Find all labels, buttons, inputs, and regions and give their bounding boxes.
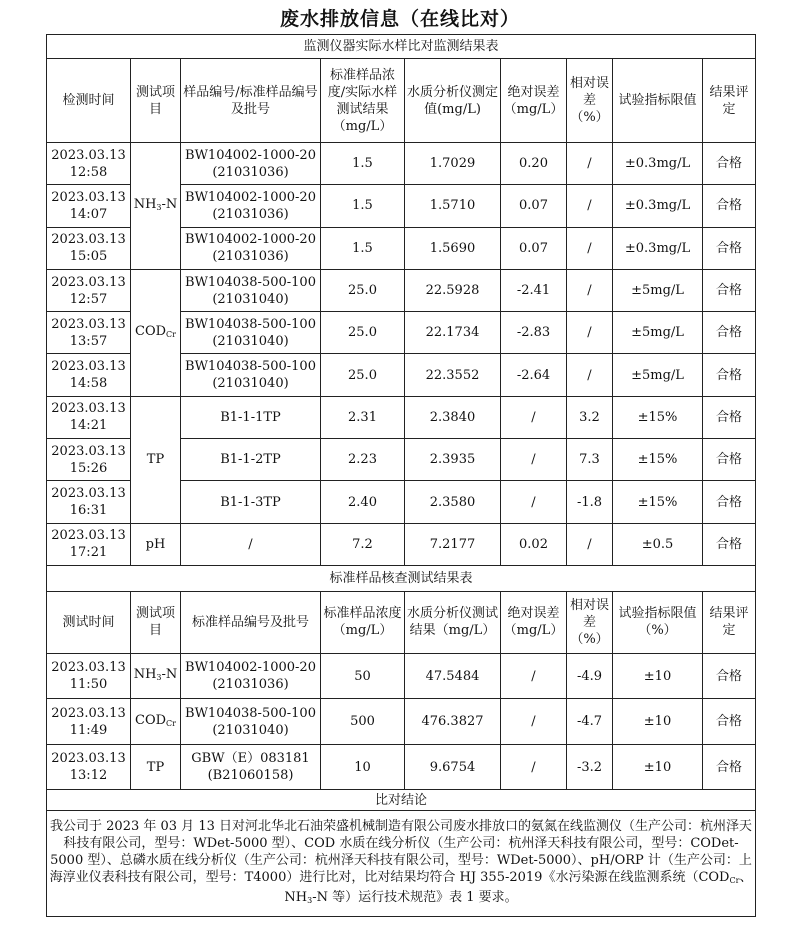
sample-no: B1-1-3TP	[220, 494, 281, 510]
clock-text: 12:58	[69, 164, 108, 180]
header-analyzer: 水质分析仪测定值(mg/L)	[405, 59, 501, 143]
date-text: 2023.03.13	[51, 705, 126, 721]
cell-abs-err: 0.02	[501, 523, 567, 565]
cell-result: 合格	[703, 312, 756, 354]
cell-item	[131, 143, 181, 270]
table-row	[47, 396, 756, 438]
date-text: 2023.03.13	[51, 660, 126, 676]
cell-item	[131, 699, 181, 745]
cell-rel-err: /	[567, 227, 613, 269]
cell-time	[47, 227, 131, 269]
cell-rel-err: -4.9	[567, 653, 613, 699]
batch-no: (21031036)	[212, 164, 289, 180]
cell-result: 合格	[703, 396, 756, 438]
cell-result: 合格	[703, 744, 756, 790]
cell-analyzer: 476.3827	[405, 699, 501, 745]
cell-std-conc: 2.23	[321, 439, 405, 481]
batch-no: (21031040)	[212, 291, 289, 307]
cell-abs-err: /	[501, 653, 567, 699]
conclusion-part-b: 、NH	[284, 870, 753, 906]
cell-result: 合格	[703, 523, 756, 565]
cell-limit: ±0.3mg/L	[613, 143, 703, 185]
cell-analyzer: 1.7029	[405, 143, 501, 185]
table-row	[47, 269, 756, 311]
header-limit: 试验指标限值（%）	[613, 591, 703, 653]
date-text: 2023.03.13	[51, 232, 126, 248]
cell-time	[47, 481, 131, 523]
conclusion-title: 比对结论	[47, 790, 756, 811]
cell-rel-err: /	[567, 312, 613, 354]
batch-no: (B21060158)	[207, 768, 294, 784]
date-text: 2023.03.13	[51, 189, 126, 205]
cell-time	[47, 439, 131, 481]
table-row	[47, 523, 756, 565]
cell-time	[47, 653, 131, 699]
cell-abs-err: 0.20	[501, 143, 567, 185]
cell-sample	[181, 269, 321, 311]
cell-std-conc: 2.40	[321, 481, 405, 523]
cell-sample	[181, 481, 321, 523]
cell-sample	[181, 354, 321, 396]
cell-item	[131, 396, 181, 523]
cell-std-conc: 2.31	[321, 396, 405, 438]
item-subscript: 3	[156, 202, 162, 212]
cell-limit: ±5mg/L	[613, 312, 703, 354]
cell-sample	[181, 439, 321, 481]
sample-no: BW104038-500-100	[185, 359, 316, 375]
item-subscript: Cr	[166, 718, 176, 728]
date-text: 2023.03.13	[51, 147, 126, 163]
cell-std-conc: 25.0	[321, 269, 405, 311]
cell-abs-err: -2.41	[501, 269, 567, 311]
cell-analyzer: 2.3935	[405, 439, 501, 481]
cell-limit: ±0.5	[613, 523, 703, 565]
batch-no: (21031036)	[212, 206, 289, 222]
cell-time	[47, 396, 131, 438]
cell-analyzer: 1.5690	[405, 227, 501, 269]
clock-text: 11:50	[69, 677, 108, 693]
cell-analyzer: 2.3580	[405, 481, 501, 523]
cell-std-conc: 1.5	[321, 143, 405, 185]
cell-item	[131, 744, 181, 790]
date-text: 2023.03.13	[51, 443, 126, 459]
batch-no: (21031040)	[212, 333, 289, 349]
header-sample-no: 标准样品编号及批号	[181, 591, 321, 653]
sample-no: BW104002-1000-20	[185, 147, 316, 163]
sample-no: GBW（E）083181	[191, 751, 310, 767]
cell-abs-err: /	[501, 439, 567, 481]
table-row	[47, 653, 756, 699]
header-abs-err: 绝对误差（mg/L）	[501, 59, 567, 143]
cell-limit: ±0.3mg/L	[613, 185, 703, 227]
cell-limit: ±15%	[613, 439, 703, 481]
cell-time	[47, 354, 131, 396]
cell-std-conc: 500	[321, 699, 405, 745]
date-text: 2023.03.13	[51, 316, 126, 332]
date-text: 2023.03.13	[51, 751, 126, 767]
header-time: 检测时间	[47, 59, 131, 143]
cell-item	[131, 523, 181, 565]
cell-std-conc: 10	[321, 744, 405, 790]
section2-header-row	[47, 591, 756, 653]
cell-result: 合格	[703, 481, 756, 523]
table-row	[47, 744, 756, 790]
cell-item	[131, 653, 181, 699]
cell-time	[47, 185, 131, 227]
batch-no: (21031040)	[212, 722, 289, 738]
cell-sample	[181, 744, 321, 790]
clock-text: 17:21	[69, 545, 108, 561]
cell-rel-err: /	[567, 185, 613, 227]
cell-std-conc: 50	[321, 653, 405, 699]
table-row	[47, 699, 756, 745]
cell-analyzer: 1.5710	[405, 185, 501, 227]
cell-abs-err: /	[501, 481, 567, 523]
cell-limit: ±15%	[613, 481, 703, 523]
sample-no: BW104002-1000-20	[185, 660, 316, 676]
cell-abs-err: /	[501, 699, 567, 745]
cell-result: 合格	[703, 185, 756, 227]
clock-text: 13:57	[69, 333, 108, 349]
cell-limit: ±5mg/L	[613, 269, 703, 311]
sample-no: BW104038-500-100	[185, 705, 316, 721]
section1-header-row	[47, 59, 756, 143]
page-title: 废水排放信息（在线比对）	[279, 8, 520, 30]
cell-analyzer: 22.3552	[405, 354, 501, 396]
date-text: 2023.03.13	[51, 528, 126, 544]
header-item: 测试项目	[131, 59, 181, 143]
sample-no: /	[248, 536, 253, 552]
header-std-conc: 标准样品浓度/实际水样测试结果（mg/L）	[321, 59, 405, 143]
header-item: 测试项目	[131, 591, 181, 653]
clock-text: 15:05	[69, 249, 108, 265]
cell-std-conc: 1.5	[321, 185, 405, 227]
conclusion-title-row	[47, 790, 756, 811]
cell-result: 合格	[703, 653, 756, 699]
sample-no: BW104002-1000-20	[185, 189, 316, 205]
cell-time	[47, 312, 131, 354]
section1-title-row	[47, 35, 756, 59]
cell-sample	[181, 653, 321, 699]
cell-limit: ±10	[613, 699, 703, 745]
cell-limit: ±15%	[613, 396, 703, 438]
cell-result: 合格	[703, 227, 756, 269]
cell-time	[47, 523, 131, 565]
cell-result: 合格	[703, 699, 756, 745]
cell-sample	[181, 523, 321, 565]
cell-std-conc: 25.0	[321, 354, 405, 396]
batch-no: (21031036)	[212, 677, 289, 693]
cell-rel-err: -1.8	[567, 481, 613, 523]
cell-abs-err: /	[501, 396, 567, 438]
date-text: 2023.03.13	[51, 401, 126, 417]
cell-time	[47, 143, 131, 185]
conclusion-part-c: -N 等）运行技术规范》表 1 要求。	[312, 890, 518, 906]
conclusion-text-row	[47, 811, 756, 917]
cell-abs-err: /	[501, 744, 567, 790]
conclusion-sub-cr: Cr	[729, 876, 740, 886]
cell-time	[47, 744, 131, 790]
cell-rel-err: /	[567, 354, 613, 396]
item-name: TP	[146, 452, 165, 468]
cell-std-conc: 25.0	[321, 312, 405, 354]
cell-std-conc: 7.2	[321, 523, 405, 565]
cell-time	[47, 699, 131, 745]
cell-limit: ±0.3mg/L	[613, 227, 703, 269]
sample-no: BW104002-1000-20	[185, 232, 316, 248]
clock-text: 16:31	[69, 503, 108, 519]
item-subscript: Cr	[166, 329, 176, 339]
clock-text: 11:49	[69, 722, 108, 738]
cell-result: 合格	[703, 269, 756, 311]
cell-sample	[181, 699, 321, 745]
table-row	[47, 143, 756, 185]
item-name: TP	[146, 759, 165, 775]
clock-text: 15:26	[69, 460, 108, 476]
cell-analyzer: 2.3840	[405, 396, 501, 438]
batch-no: (21031040)	[212, 376, 289, 392]
section2-title-row	[47, 565, 756, 591]
item-name: COD	[135, 323, 167, 339]
header-std-conc: 标准样品浓度（mg/L）	[321, 591, 405, 653]
item-name: COD	[135, 712, 167, 728]
date-text: 2023.03.13	[51, 274, 126, 290]
item-name: NH	[133, 196, 157, 212]
cell-rel-err: -4.7	[567, 699, 613, 745]
item-tail: -N	[161, 196, 178, 212]
date-text: 2023.03.13	[51, 359, 126, 375]
cell-rel-err: 3.2	[567, 396, 613, 438]
sample-no: B1-1-2TP	[220, 452, 281, 468]
cell-sample	[181, 227, 321, 269]
header-analyzer: 水质分析仪测试结果（mg/L）	[405, 591, 501, 653]
conclusion-text	[47, 811, 756, 917]
cell-analyzer: 9.6754	[405, 744, 501, 790]
item-name: pH	[145, 536, 166, 552]
sample-no: B1-1-1TP	[220, 409, 281, 425]
date-text: 2023.03.13	[51, 486, 126, 502]
header-abs-err: 绝对误差（mg/L）	[501, 591, 567, 653]
cell-sample	[181, 185, 321, 227]
cell-item	[131, 269, 181, 396]
cell-rel-err: /	[567, 523, 613, 565]
section1-title: 监测仪器实际水样比对监测结果表	[47, 35, 756, 59]
cell-rel-err: /	[567, 269, 613, 311]
clock-text: 13:12	[69, 768, 108, 784]
item-subscript: 3	[156, 673, 162, 683]
cell-abs-err: 0.07	[501, 227, 567, 269]
cell-result: 合格	[703, 439, 756, 481]
cell-sample	[181, 143, 321, 185]
cell-rel-err: 7.3	[567, 439, 613, 481]
cell-analyzer: 22.5928	[405, 269, 501, 311]
conclusion-sub-3: 3	[307, 896, 313, 906]
cell-sample	[181, 312, 321, 354]
header-sample-no: 样品编号/标准样品编号及批号	[181, 59, 321, 143]
header-limit: 试验指标限值	[613, 59, 703, 143]
cell-limit: ±10	[613, 744, 703, 790]
header-result: 结果评定	[703, 591, 756, 653]
section2-title: 标准样品核查测试结果表	[47, 565, 756, 591]
cell-result: 合格	[703, 354, 756, 396]
sample-no: BW104038-500-100	[185, 316, 316, 332]
cell-rel-err: -3.2	[567, 744, 613, 790]
cell-limit: ±10	[613, 653, 703, 699]
comparison-table	[46, 34, 756, 917]
sample-no: BW104038-500-100	[185, 274, 316, 290]
cell-time	[47, 269, 131, 311]
cell-abs-err: -2.83	[501, 312, 567, 354]
header-result: 结果评定	[703, 59, 756, 143]
cell-result: 合格	[703, 143, 756, 185]
batch-no: (21031036)	[212, 249, 289, 265]
clock-text: 14:21	[69, 418, 108, 434]
item-name: NH	[133, 667, 157, 683]
cell-abs-err: 0.07	[501, 185, 567, 227]
cell-analyzer: 47.5484	[405, 653, 501, 699]
cell-limit: ±5mg/L	[613, 354, 703, 396]
clock-text: 14:58	[69, 376, 108, 392]
clock-text: 14:07	[69, 206, 108, 222]
cell-analyzer: 22.1734	[405, 312, 501, 354]
item-tail: -N	[161, 667, 178, 683]
conclusion-part-a: 我公司于 2023 年 03 月 13 日对河北华北石油荣盛机械制造有限公司废水排放口的氨氮在线监测仪（生产公司：杭州泽天科技有限公司，型号：WDet-5000 型）、COD 水质在线分析仪（生产公司：杭州泽天科技有限公司，型号：CODet-5000 型）、总磷水质在线分析仪（生产公司：杭州泽天科技有限公司，型号：WDet-5000）、pH/ORP 计（生产公司：上海淳业仪表科技有限公司，型号：T4000）进行比对，比对结果均符合 HJ 355-2019《水污染源在线监测系统（COD	[49, 819, 752, 886]
cell-rel-err: /	[567, 143, 613, 185]
clock-text: 12:57	[69, 291, 108, 307]
cell-analyzer: 7.2177	[405, 523, 501, 565]
header-time: 测试时间	[47, 591, 131, 653]
cell-sample	[181, 396, 321, 438]
cell-abs-err: -2.64	[501, 354, 567, 396]
header-rel-err: 相对误差（%）	[567, 59, 613, 143]
header-rel-err: 相对误差（%）	[567, 591, 613, 653]
cell-std-conc: 1.5	[321, 227, 405, 269]
